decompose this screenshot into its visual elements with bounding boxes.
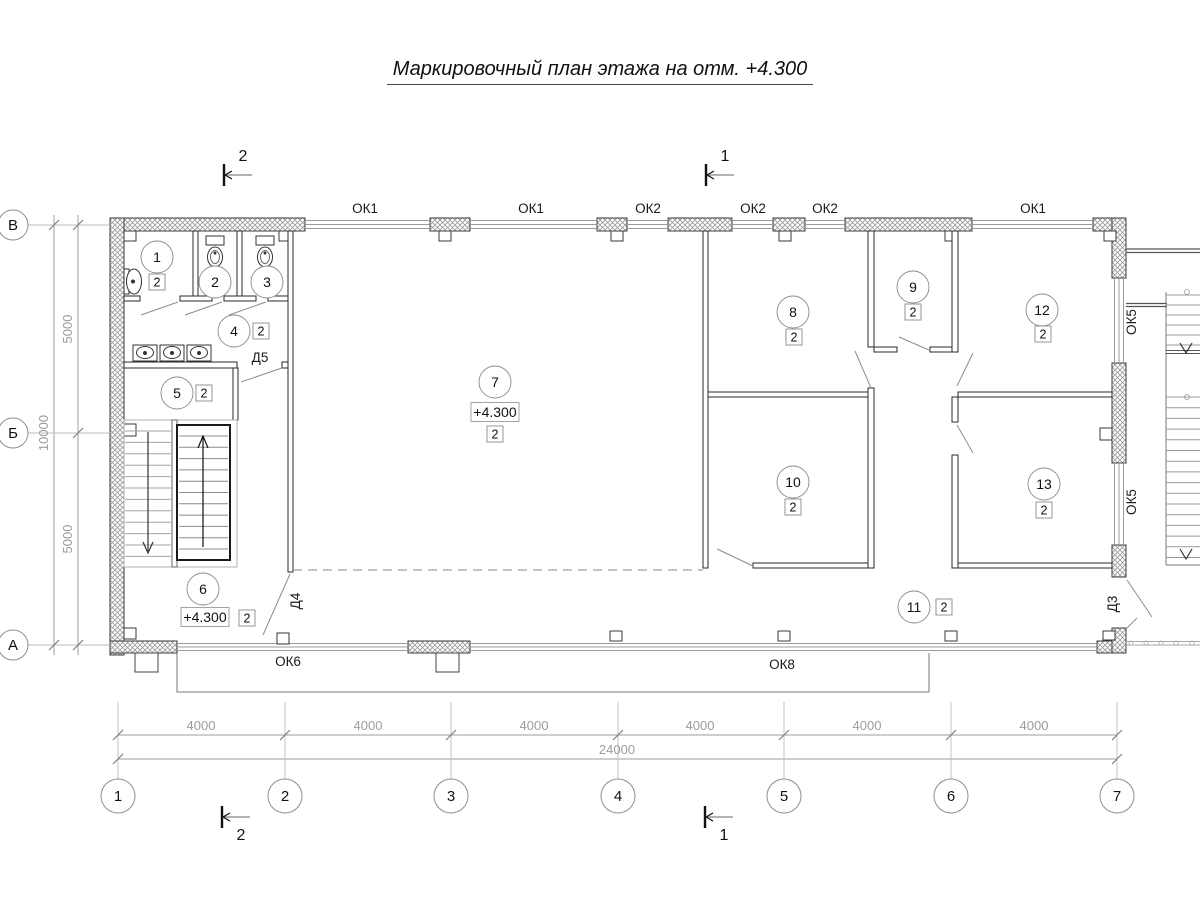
column-axis-label-1: 1	[113, 788, 123, 805]
window-label-ОК5: ОК5	[1124, 309, 1139, 335]
sink-fixtures	[133, 345, 211, 361]
room-8-number: 8	[789, 304, 797, 320]
room-10-category: 2	[789, 500, 797, 515]
column-axis-label-7: 7	[1112, 788, 1122, 805]
page-title: Маркировочный план этажа на отм. +4.300	[0, 58, 1200, 81]
section-label-2: 2	[236, 827, 246, 844]
section-marks-layer	[221, 148, 734, 844]
room-7-number: 7	[491, 374, 499, 390]
window-label-ОК8: ОК8	[769, 657, 795, 672]
room-6-number: 6	[199, 581, 207, 597]
room-3-number: 3	[263, 274, 271, 290]
room-5-category: 2	[200, 386, 208, 401]
window-label-ОК2: ОК2	[740, 201, 766, 216]
window-label-ОК5: ОК5	[1124, 489, 1139, 515]
dim-text-10000: 10000	[36, 414, 51, 452]
window-label-ОК1: ОК1	[352, 201, 378, 216]
room-7-category: 2	[491, 427, 499, 442]
row-axis-label-В: В	[7, 217, 19, 234]
room-2-number: 2	[211, 274, 219, 290]
column-axis-label-4: 4	[613, 788, 623, 805]
dim-text-24000: 24000	[598, 742, 636, 757]
window-label-ОК2: ОК2	[812, 201, 838, 216]
room-8-category: 2	[790, 330, 798, 345]
grid-layer	[0, 210, 1134, 813]
room-4-category: 2	[257, 324, 265, 339]
room-1-category: 2	[153, 275, 161, 290]
window-label-ОК1: ОК1	[1020, 201, 1046, 216]
section-label-1: 1	[719, 827, 729, 844]
door-label-Д4: Д4	[288, 592, 303, 610]
row-axis-label-А: А	[7, 637, 19, 654]
room-7-elevation: +4.300	[473, 404, 517, 420]
window-label-ОК2: ОК2	[635, 201, 661, 216]
door-leaf-d4	[277, 633, 289, 644]
section-label-1: 1	[720, 148, 730, 165]
room-12-category: 2	[1039, 327, 1047, 342]
internal-stair	[124, 420, 237, 567]
column-axis-label-6: 6	[946, 788, 956, 805]
door-label-Д5: Д5	[251, 350, 269, 365]
dim-text-5000: 5000	[60, 314, 75, 344]
porch	[135, 653, 929, 692]
room-11-category: 2	[940, 600, 948, 615]
room-13-number: 13	[1036, 476, 1052, 492]
external-stair	[1125, 249, 1200, 645]
dim-text-4000: 4000	[1019, 718, 1049, 733]
dim-text-5000: 5000	[60, 524, 75, 554]
dim-text-4000: 4000	[852, 718, 882, 733]
door-label-Д3: Д3	[1105, 595, 1120, 613]
room-6-category: 2	[243, 611, 251, 626]
room-5-number: 5	[173, 385, 181, 401]
room-9-number: 9	[909, 279, 917, 295]
room-11-number: 11	[906, 599, 922, 615]
opening-labels-layer	[252, 201, 1139, 672]
section-label-2: 2	[238, 148, 248, 165]
window-label-ОК1: ОК1	[518, 201, 544, 216]
room-4-number: 4	[230, 323, 238, 339]
dim-text-4000: 4000	[186, 718, 216, 733]
room-10-number: 10	[785, 474, 801, 490]
window-label-ОК6: ОК6	[275, 654, 301, 669]
row-axis-label-Б: Б	[8, 425, 18, 442]
column-axis-label-2: 2	[280, 788, 290, 805]
room-1-number: 1	[153, 249, 161, 265]
dim-text-4000: 4000	[353, 718, 383, 733]
room-13-category: 2	[1040, 503, 1048, 518]
dim-text-4000: 4000	[519, 718, 549, 733]
dim-text-4000: 4000	[685, 718, 715, 733]
room-9-category: 2	[909, 305, 917, 320]
column-axis-label-3: 3	[446, 788, 456, 805]
window-bands	[177, 221, 1124, 651]
room-12-number: 12	[1034, 302, 1050, 318]
room-6-elevation: +4.300	[183, 609, 227, 625]
column-axis-label-5: 5	[779, 788, 789, 805]
